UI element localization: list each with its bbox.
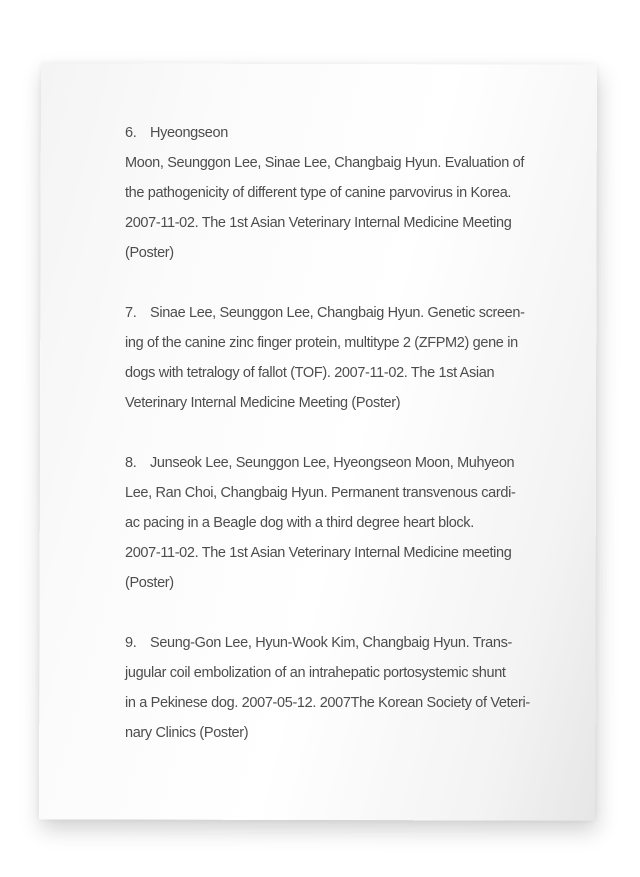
reference-line: (Poster) [125,575,174,591]
reference-line: 2007-11-02. The 1st Asian Veterinary Internal Medicine meeting [125,545,512,561]
reference-number: 8. [125,455,137,471]
reference-line: nary Clinics (Poster) [125,725,249,741]
reference-line: 2007-11-02. The 1st Asian Veterinary Internal Medicine Meeting [125,215,512,231]
reference-line: Lee, Ran Choi, Changbaig Hyun. Permanent transvenous cardi- [125,485,516,501]
reference-number: 7. [125,305,137,321]
reference-line: Moon, Seunggon Lee, Sinae Lee, Changbaig Hyun. Evaluation of [125,155,525,171]
reference-line: 7. Sinae Lee, Seunggon Lee, Changbaig Hyun. Genetic screen- [125,298,520,328]
reference-number: 6. [125,125,137,141]
reference-line: dogs with tetralogy of fallot (TOF). 2007-11-02. The 1st Asian [125,365,495,381]
reference-entry-9 [125,628,530,748]
reference-number: 9. [125,635,137,651]
reference-line: ing of the canine zinc finger protein, multitype 2 (ZFPM2) gene in [125,335,518,351]
reference-line: 8. Junseok Lee, Seunggon Lee, Hyeongseon Moon, Muhyeon [125,448,520,478]
reference-line: (Poster) [125,245,174,261]
reference-line: jugular coil embolization of an intrahepatic portosystemic shunt [125,665,506,681]
reference-entry-8 [125,448,520,598]
reference-line: 6. Hyeongseon [125,118,520,148]
reference-entry-7 [125,298,525,418]
reference-entry-6 [125,118,525,268]
reference-line: the pathogenicity of different type of canine parvovirus in Korea. [125,185,512,201]
reference-line: ac pacing in a Beagle dog with a third degree heart block. [125,515,474,531]
reference-line: 9. Seung-Gon Lee, Hyun-Wook Kim, Changbaig Hyun. Trans- [125,628,520,658]
reference-list [125,118,530,778]
reference-line: in a Pekinese dog. 2007-05-12. 2007The Korean Society of Veteri- [125,695,530,711]
reference-line: Veterinary Internal Medicine Meeting (Poster) [125,395,401,411]
